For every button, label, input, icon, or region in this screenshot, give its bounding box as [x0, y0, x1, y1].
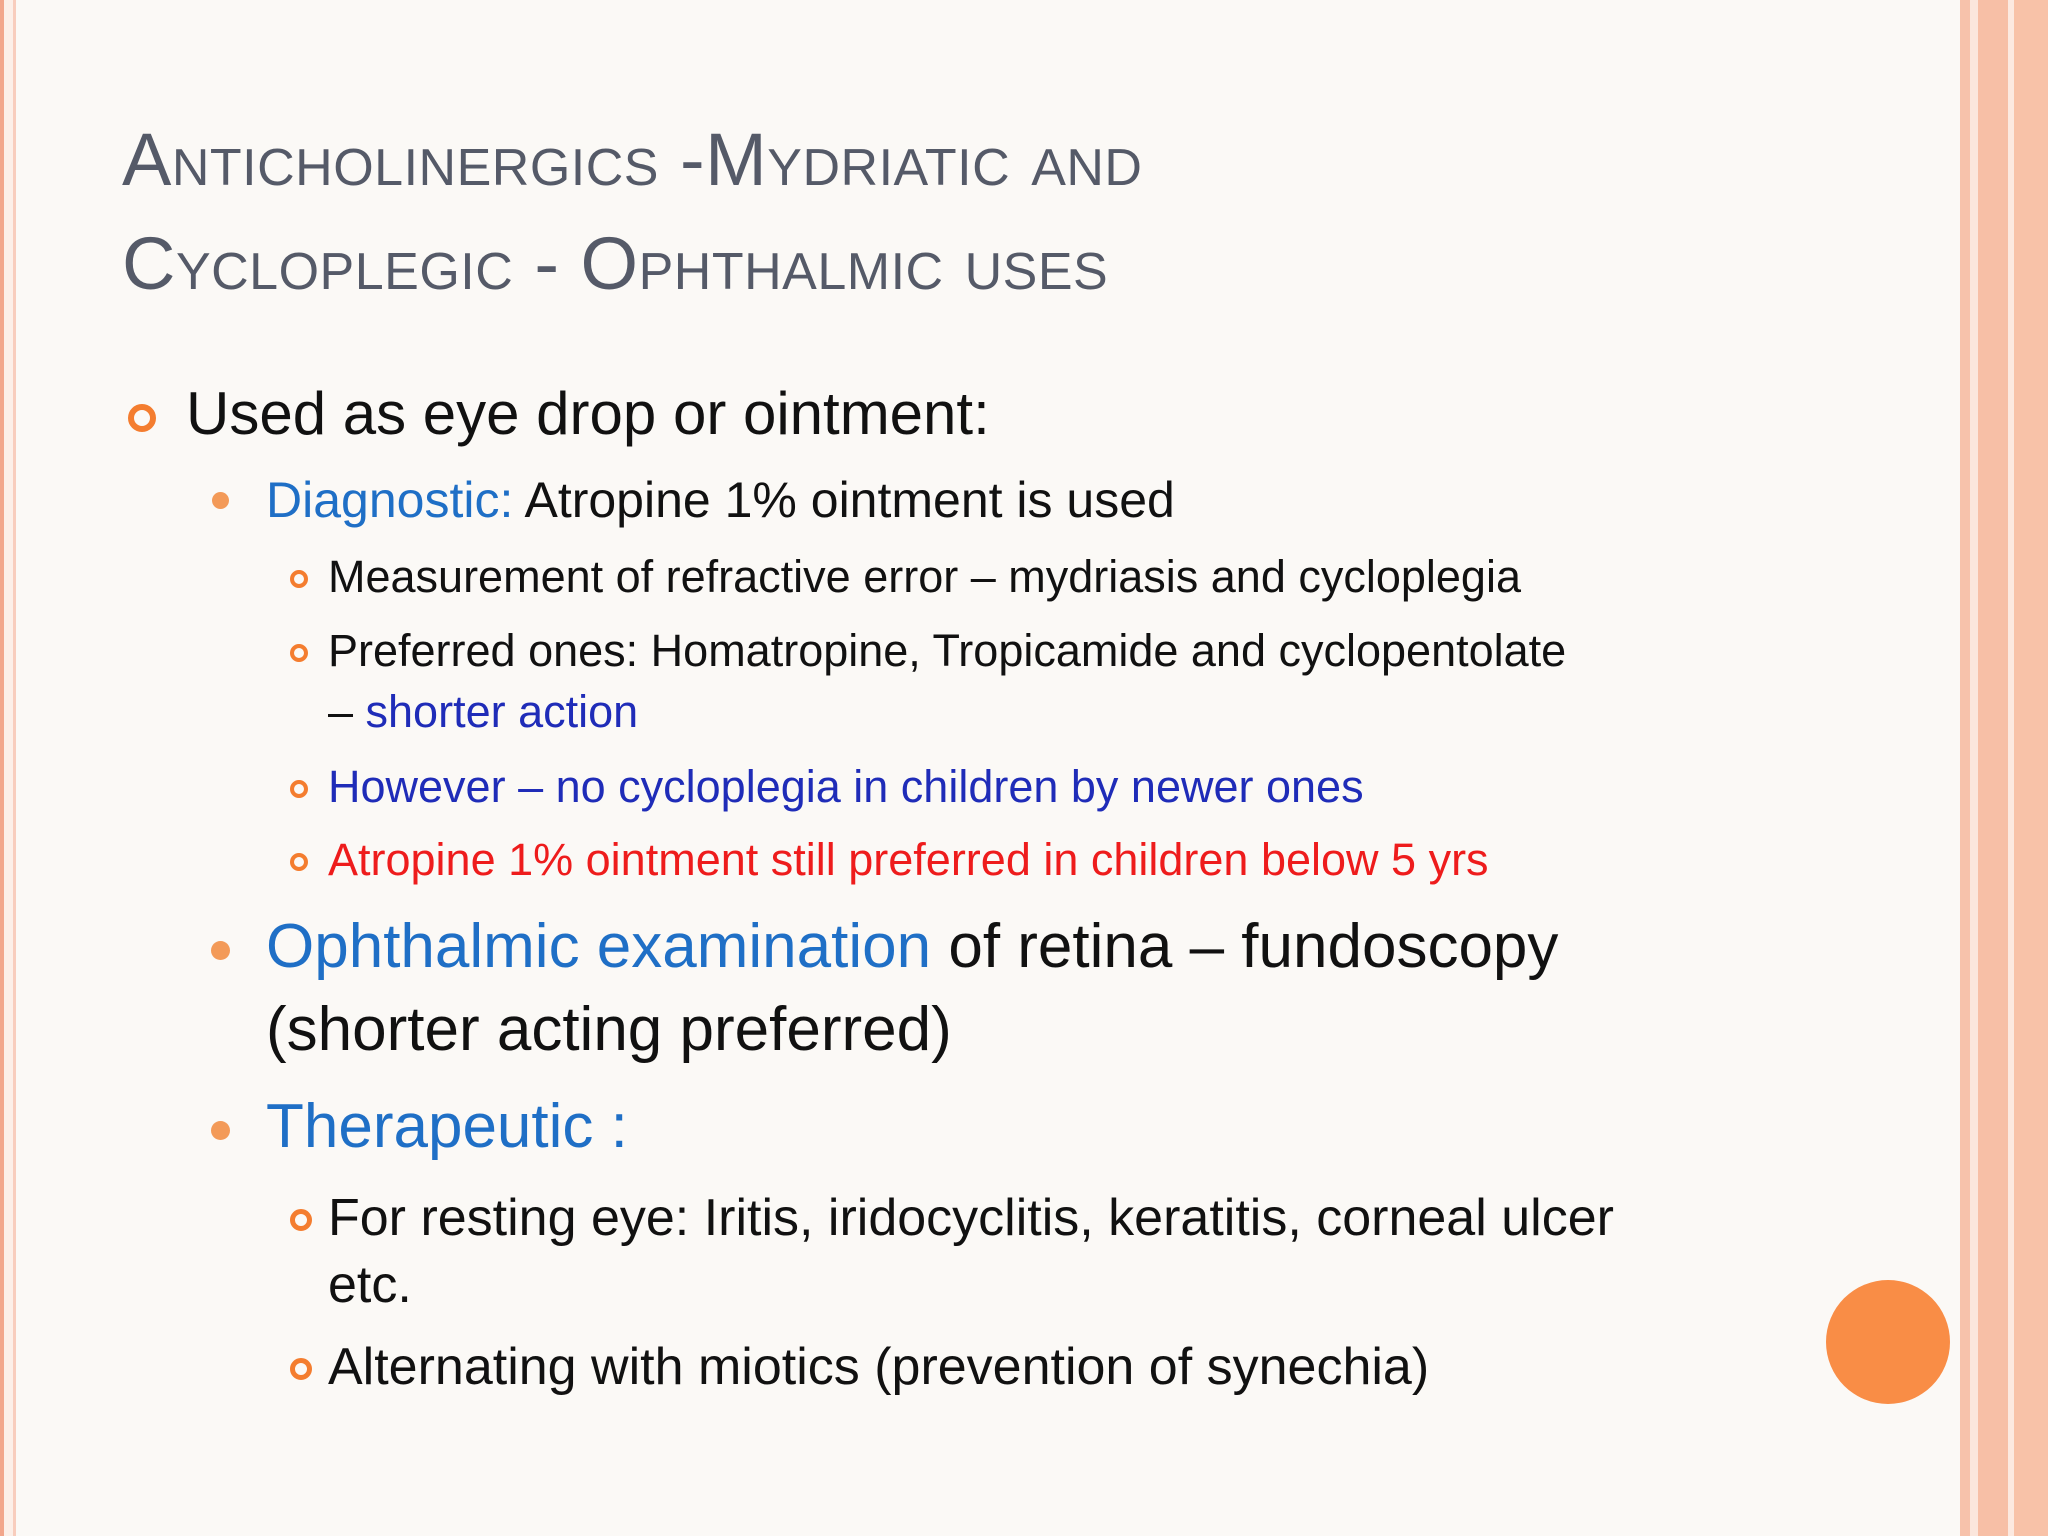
- diagnostic-text: Atropine 1% ointment is used: [513, 472, 1175, 528]
- orange-dot-icon: [211, 941, 230, 960]
- sub-bullet-measurement: Measurement of refractive error – mydriasis and cycloplegia: [328, 551, 1521, 602]
- sub-bullet-however: However – no cycloplegia in children by newer ones: [328, 761, 1364, 812]
- sub-bullet-alternating-miotics: Alternating with miotics (prevention of synechia): [328, 1338, 1430, 1396]
- small-orange-ring-icon: [290, 1209, 312, 1231]
- small-orange-ring-icon: [290, 853, 308, 871]
- bullet-ophthalmic-examination: [266, 907, 1558, 987]
- bullet-ophthalmic-examination-cont: (shorter acting preferred): [266, 995, 952, 1064]
- orange-dot-icon: [212, 492, 229, 509]
- small-orange-ring-icon: [290, 570, 308, 588]
- orange-circle-icon: [1826, 1280, 1950, 1404]
- sub-bullet-resting-eye-cont: etc.: [328, 1256, 412, 1314]
- sub-bullet-preferred-ones: Preferred ones: Homatropine, Tropicamide and cyclopentolate: [328, 625, 1567, 676]
- slide-title: [122, 108, 1822, 316]
- right-frame-stripe: [1970, 0, 1978, 1536]
- ophthalmic-text: of retina – fundoscopy: [931, 912, 1559, 981]
- small-orange-ring-icon: [290, 1358, 312, 1380]
- title-line-1: Anticholinergics -Mydriatic and: [122, 118, 1143, 201]
- right-frame-stripe: [1978, 0, 2008, 1536]
- shorter-action: shorter action: [365, 686, 639, 737]
- small-orange-ring-icon: [290, 780, 308, 798]
- right-frame-stripe: [1960, 0, 1970, 1536]
- bullet-used-as-eye-drop: Used as eye drop or ointment:: [186, 380, 990, 447]
- sub-bullet-atropine-children: Atropine 1% ointment still preferred in children below 5 yrs: [328, 834, 1489, 885]
- small-orange-ring-icon: [290, 644, 308, 662]
- left-frame-border: [0, 0, 16, 1536]
- sub-bullet-resting-eye: For resting eye: Iritis, iridocyclitis, keratitis, corneal ulcer: [328, 1189, 1614, 1247]
- bullet-therapeutic: Therapeutic :: [266, 1092, 628, 1161]
- bullet-diagnostic: [266, 468, 1175, 532]
- diagnostic-label: Diagnostic:: [266, 472, 514, 528]
- title-line-2: Cycloplegic - Ophthalmic uses: [122, 222, 1109, 305]
- ophthalmic-label: Ophthalmic examination: [266, 912, 932, 981]
- dash: –: [328, 686, 366, 737]
- sub-bullet-preferred-ones-cont: [328, 683, 638, 741]
- orange-dot-icon: [211, 1121, 230, 1140]
- orange-ring-icon: [128, 404, 156, 432]
- right-frame-stripe: [2014, 0, 2048, 1536]
